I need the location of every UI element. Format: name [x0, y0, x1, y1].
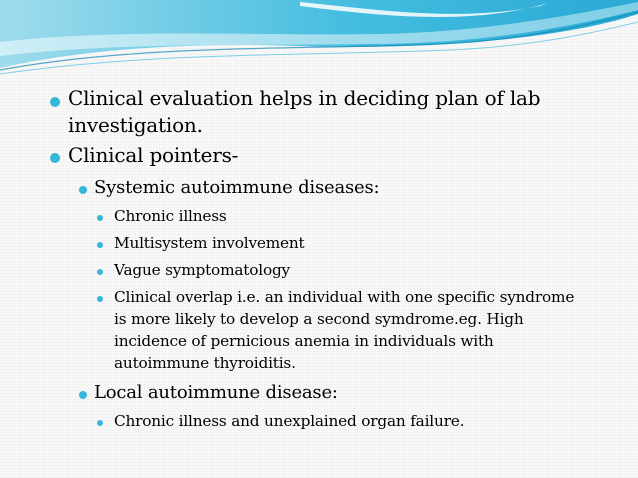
- bullet-dot: [97, 215, 103, 221]
- bullet-dot: [50, 153, 60, 163]
- bullet-dot: [79, 186, 87, 194]
- bullet-chronic-illness: Chronic illness: [114, 207, 227, 225]
- bullet-clinical-overlap-line1: Clinical overlap i.e. an individual with one specific syndrome: [114, 288, 575, 306]
- bullet-clinical-evaluation-line1: Clinical evaluation helps in deciding plan of lab: [68, 86, 541, 110]
- bullet-local-autoimmune: Local autoimmune disease:: [94, 382, 338, 403]
- bullet-chronic-illness-organ-failure: Chronic illness and unexplained organ failure.: [114, 412, 465, 430]
- bullet-dot: [97, 269, 103, 275]
- bullet-dot: [79, 391, 87, 399]
- bullet-dot: [97, 420, 103, 426]
- bullet-dot: [97, 296, 103, 302]
- bullet-dot: [50, 97, 60, 107]
- bullet-clinical-pointers: Clinical pointers-: [68, 143, 239, 167]
- bullet-dot: [97, 242, 103, 248]
- bullet-vague-symptomatology: Vague symptomatology: [114, 261, 290, 279]
- bullet-clinical-overlap-line3: incidence of pernicious anemia in individuals with: [114, 332, 494, 350]
- bullet-clinical-evaluation-line2: investigation.: [68, 113, 203, 137]
- bullet-systemic-autoimmune: Systemic autoimmune diseases:: [94, 177, 380, 198]
- bullet-multisystem: Multisystem involvement: [114, 234, 305, 252]
- bullet-clinical-overlap-line4: autoimmune thyroiditis.: [114, 354, 296, 372]
- bullet-clinical-overlap-line2: is more likely to develop a second symdrome.eg. High: [114, 310, 524, 328]
